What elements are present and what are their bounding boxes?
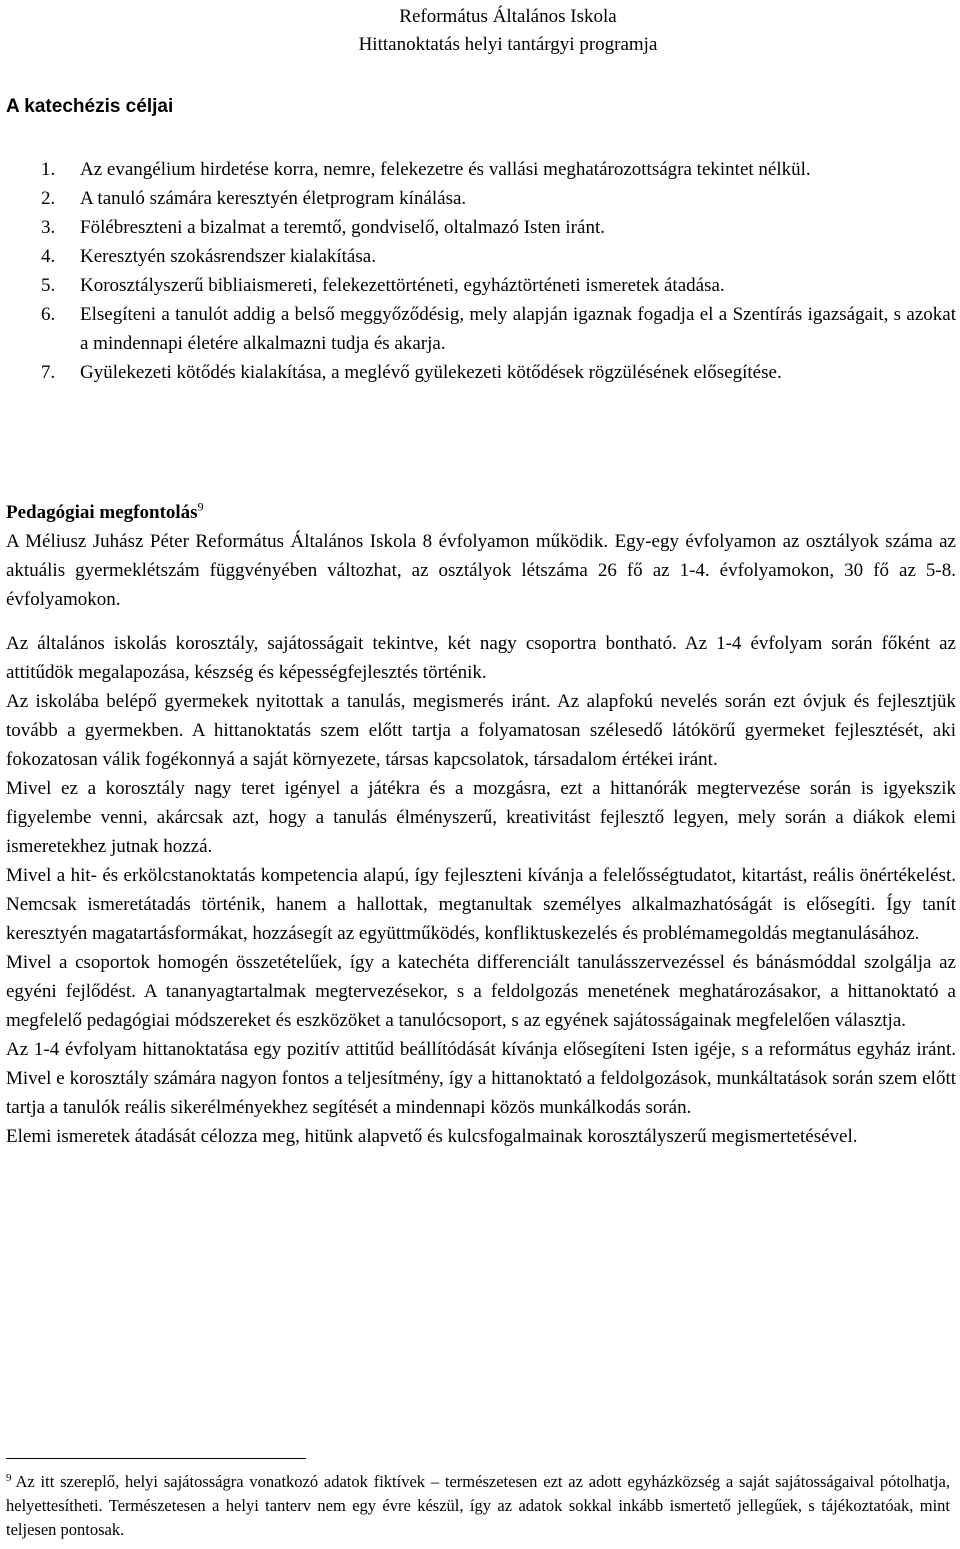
aims-list-item	[6, 300, 956, 358]
pedagogy-heading	[6, 498, 956, 527]
item-text: Fölébreszteni a bizalmat a teremtő, gondviselő, oltalmazó Isten iránt.	[80, 217, 605, 238]
item-number: 7.	[41, 362, 56, 383]
item-number: 2.	[41, 188, 56, 209]
footnote	[6, 1470, 950, 1542]
item-text: Gyülekezeti kötődés kialakítása, a meglévő gyülekezeti kötődések rögzülésének elősegítése.	[80, 362, 782, 383]
aims-list-item	[6, 358, 956, 387]
paragraph: Mivel a csoportok homogén összetételűek, így a katechéta differenciált tanulásszervezéssel és bánásmóddal szolgálja az egyéni fejlődést. A tananyagtartalmak megtervezésekor, s a feldolgozás menetének meghatározásakor, a hittanoktató a megfelelő pedagógiai módszereket és eszközöket a tanulócsoport, s az egyének sajátosságainak megfelelően választja.	[6, 952, 956, 1031]
paragraph: Mivel a hit- és erkölcstanoktatás kompetencia alapú, így fejleszteni kívánja a felelősségtudatot, kitartást, reális önértékelést. Nemcsak ismeretátadás történik, hanem a hallottak, megtanultak személyes alkalmazhatóságát is elősegíti. Így tanít keresztyén magatartásformákat, hozzásegít az együttműködés, konfliktuskezelés és problémamegoldás megtanulásához.	[6, 865, 956, 944]
pedagogy-heading-text: Pedagógiai megfontolás	[6, 502, 198, 523]
item-text: Elsegíteni a tanulót addig a belső meggyőződésig, mely alapján igaznak fogadja el a Szentírás igazságait, s azokat a mindennapi életére alkalmazni tudja és akarja.	[80, 304, 956, 354]
document-header	[6, 3, 956, 59]
item-number: 1.	[41, 159, 56, 180]
item-text: A tanuló számára keresztyén életprogram kínálása.	[80, 188, 467, 209]
item-number: 4.	[41, 246, 56, 267]
footnote-text: Az itt szereplő, helyi sajátosságra vonatkozó adatok fiktívek – természetesen ezt az adott egyházközség a saját sajátosságaival pótolhatja, helyettesítheti. Természetesen a helyi tanterv nem egy évre készül, így az adatok sokkal inkább ismertető jellegűek, s tájékoztatóak, mint teljesen pontosak.	[6, 1472, 950, 1539]
school-name: Református Általános Iskola	[399, 6, 617, 27]
aims-list-item	[6, 213, 956, 242]
item-number: 6.	[41, 304, 56, 325]
paragraph: Az 1-4 évfolyam hittanoktatása egy pozitív attitűd beállítódását kívánja elősegíteni Isten igéje, s a református egyház iránt. Mivel e korosztály számára nagyon fontos a teljesítmény, így a hittanoktató a feldolgozások, munkáltatások során szem előtt tartja a tanulók reális sikerélményekhez segítését a mindennapi közös munkálkodás során.	[6, 1039, 956, 1118]
item-text: Keresztyén szokásrendszer kialakítása.	[80, 246, 376, 267]
aims-list-item	[6, 242, 956, 271]
paragraph: Az általános iskolás korosztály, sajátosságait tekintve, két nagy csoportra bontható. Az 1-4 évfolyam során főként az attitűdök megalapozása, készség és képességfejlesztés történik.	[6, 633, 956, 683]
item-text: Az evangélium hirdetése korra, nemre, felekezetre és vallási meghatározottságra tekintet nélkül.	[80, 159, 811, 180]
paragraph: A Méliusz Juhász Péter Református Általános Iskola 8 évfolyamon működik. Egy-egy évfolyamon az osztályok száma az aktuális gyermeklétszám függvényében változhat, az osztályok létszáma 26 fő az 1-4. évfolyamokon, 30 fő az 5-8. évfolyamokon.	[6, 531, 956, 610]
footnote-number: 9	[6, 1471, 12, 1484]
paragraph: Az iskolába belépő gyermekek nyitottak a tanulás, megismerés iránt. Az alapfokú nevelés során ezt óvjuk és fejlesztjük tovább a gyermekben. A hittanoktatás szem előtt tartja a folyamatosan szélesedő látókörű gyermeket fejlesztését, aki fokozatosan válik fogékonnyá a saját környezete, társas kapcsolatok, társadalom értékei iránt.	[6, 691, 956, 770]
paragraph: Mivel ez a korosztály nagy teret igényel a játékra és a mozgásra, ezt a hittanórák megtervezése során is igyekszik figyelembe venni, akárcsak azt, hogy a tanulás élményszerű, kreativitást fejlesztő legyen, mely során a diákok elemi ismeretekhez jutnak hozzá.	[6, 778, 956, 857]
aims-list-item	[6, 155, 956, 184]
program-title: Hittanoktatás helyi tantárgyi programja	[358, 34, 658, 55]
item-number: 3.	[41, 217, 56, 238]
aims-heading: A katechézis céljai	[6, 96, 174, 117]
paragraph: Elemi ismeretek átadását célozza meg, hitünk alapvető és kulcsfogalmainak korosztályszerű megismertetésével.	[6, 1126, 858, 1147]
aims-list-item	[6, 271, 956, 300]
document-page	[6, 0, 956, 1151]
footnote-ref[interactable]: 9	[197, 499, 204, 514]
aims-list	[6, 155, 956, 387]
footnote-separator	[6, 1458, 306, 1459]
item-text: Korosztályszerű bibliaismereti, felekezettörténeti, egyháztörténeti ismeretek átadása.	[80, 275, 725, 296]
item-number: 5.	[41, 275, 56, 296]
aims-list-item	[6, 184, 956, 213]
